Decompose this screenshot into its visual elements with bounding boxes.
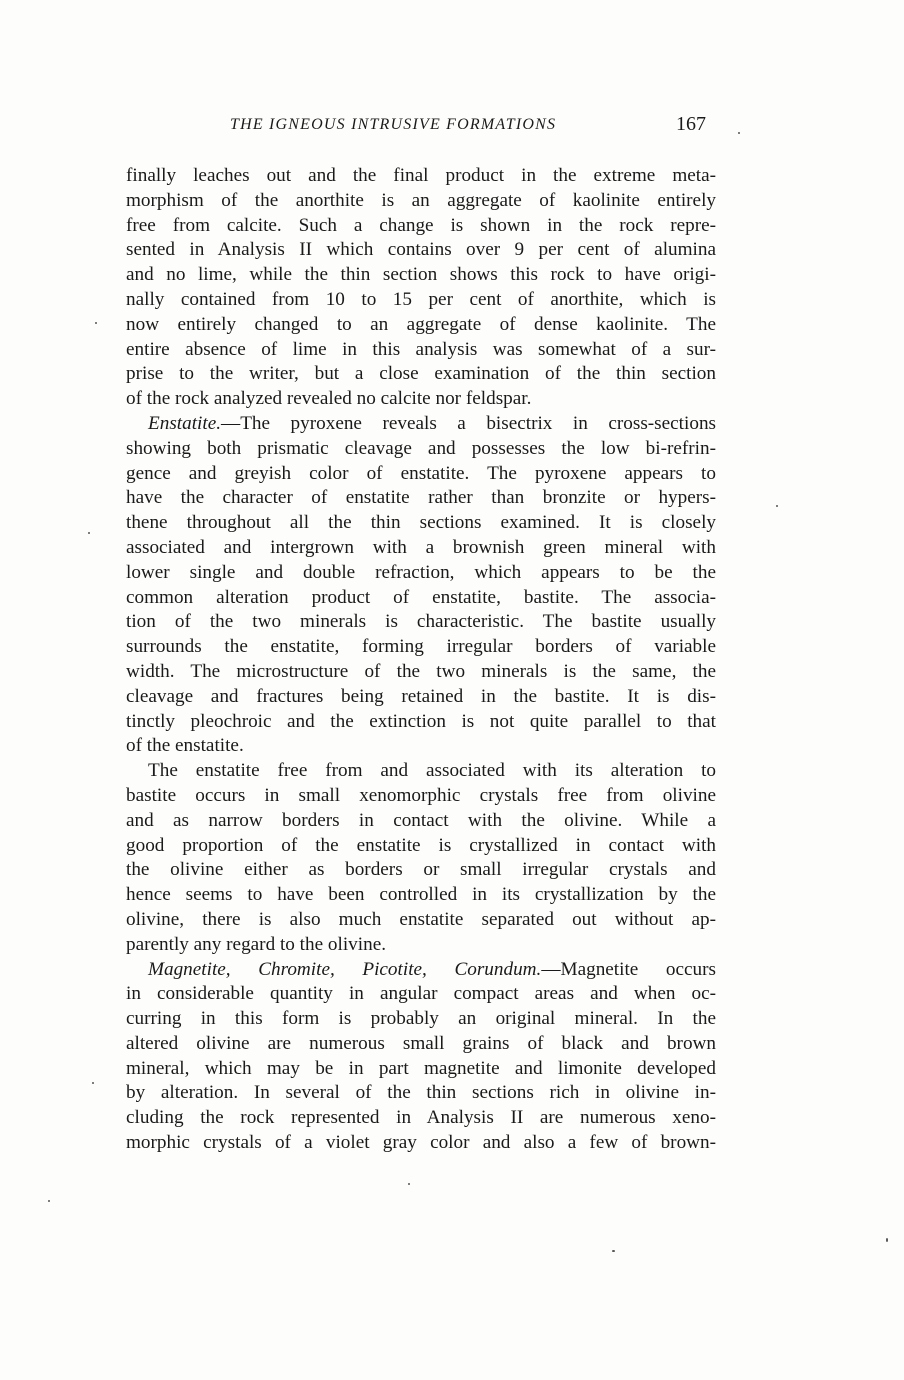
text-line: entire absence of lime in this analysis was somewhat of a sur- xyxy=(126,338,716,360)
text-line: width. The microstructure of the two minerals is the same, the xyxy=(126,660,716,682)
scan-speck xyxy=(776,505,778,507)
scan-speck xyxy=(92,1082,94,1084)
text-line: lower single and double refraction, which appears to be the xyxy=(126,561,716,583)
text-line: the olivine either as borders or small irregular crystals and xyxy=(126,859,716,881)
text-line: of the enstatite. xyxy=(126,735,244,757)
paragraph xyxy=(126,759,716,957)
text-line: free from calcite. Such a change is shown in the rock repre- xyxy=(126,214,716,236)
text-line: curring in this form is probably an original mineral. In the xyxy=(126,1008,716,1030)
text-line xyxy=(126,958,716,983)
text-line: altered olivine are numerous small grains of black and brown xyxy=(126,1032,716,1054)
text-line: showing both prismatic cleavage and possesses the low bi-refrin- xyxy=(126,437,716,459)
scan-speck xyxy=(408,1183,410,1185)
page-number: 167 xyxy=(676,113,706,135)
scan-speck xyxy=(738,132,740,134)
text-line: good proportion of the enstatite is crystallized in contact with xyxy=(126,834,716,856)
text-span: —Magnetite occurs xyxy=(541,958,717,980)
text-line: The enstatite free from and associated with its alteration to xyxy=(148,760,716,782)
text-line: cluding the rock represented in Analysis II are numerous xeno- xyxy=(126,1107,716,1129)
text-line: hence seems to have been controlled in its crystallization by the xyxy=(126,884,716,906)
body-text xyxy=(126,164,716,1156)
text-line: nally contained from 10 to 15 per cent of anorthite, which is xyxy=(126,288,716,310)
scan-speck xyxy=(48,1200,50,1202)
text-line: common alteration product of enstatite, bastite. The associa- xyxy=(126,586,716,608)
text-line: mineral, which may be in part magnetite and limonite developed xyxy=(126,1057,716,1079)
text-line: finally leaches out and the final product in the extreme meta- xyxy=(126,165,716,186)
scan-speck xyxy=(612,1250,615,1252)
text-line: tion of the two minerals is characteristic. The bastite usually xyxy=(126,611,716,633)
text-line: morphic crystals of a violet gray color and also a few of brown- xyxy=(126,1132,716,1154)
text-span: —The pyroxene reveals a bisectrix in cross-sections xyxy=(221,412,716,434)
text-line: cleavage and fractures being retained in the bastite. It is dis- xyxy=(126,685,716,707)
text-line: by alteration. In several of the thin sections rich in olivine in- xyxy=(126,1082,716,1104)
text-line: surrounds the enstatite, forming irregular borders of variable xyxy=(126,636,716,658)
section-term: Enstatite. xyxy=(148,412,222,434)
text-line: olivine, there is also much enstatite separated out without ap- xyxy=(126,908,716,930)
scan-speck xyxy=(88,532,90,534)
text-line: associated and intergrown with a brownish green mineral with xyxy=(126,536,716,558)
text-line xyxy=(126,412,716,437)
text-line: bastite occurs in small xenomorphic crystals free from olivine xyxy=(126,784,716,806)
text-line: sented in Analysis II which contains over 9 per cent of alumina xyxy=(126,239,716,261)
paragraph xyxy=(126,412,716,759)
text-line: now entirely changed to an aggregate of dense kaolinite. The xyxy=(126,313,716,335)
text-line: tinctly pleochroic and the extinction is not quite parallel to that xyxy=(126,710,716,732)
section-term: Magnetite, Chromite, Picotite, Corundum. xyxy=(148,958,542,980)
text-line: morphism of the anorthite is an aggregate of kaolinite entirely xyxy=(126,189,716,211)
text-line: thene throughout all the thin sections examined. It is closely xyxy=(126,512,716,534)
text-line: of the rock analyzed revealed no calcite nor feldspar. xyxy=(126,388,532,410)
scan-speck xyxy=(95,322,97,324)
text-line: gence and greyish color of enstatite. The pyroxene appears to xyxy=(126,462,716,484)
text-line: have the character of enstatite rather than bronzite or hypers- xyxy=(126,487,716,509)
scan-speck xyxy=(886,1238,888,1242)
paragraph xyxy=(126,164,716,412)
paragraph xyxy=(126,958,716,1156)
running-head: THE IGNEOUS INTRUSIVE FORMATIONS xyxy=(230,116,557,133)
text-line: prise to the writer, but a close examination of the thin section xyxy=(126,363,716,385)
text-line: and no lime, while the thin section shows this rock to have origi- xyxy=(126,264,716,286)
text-line: parently any regard to the olivine. xyxy=(126,933,387,955)
text-line: and as narrow borders in contact with the olivine. While a xyxy=(126,809,716,831)
text-line: in considerable quantity in angular compact areas and when oc- xyxy=(126,983,716,1005)
